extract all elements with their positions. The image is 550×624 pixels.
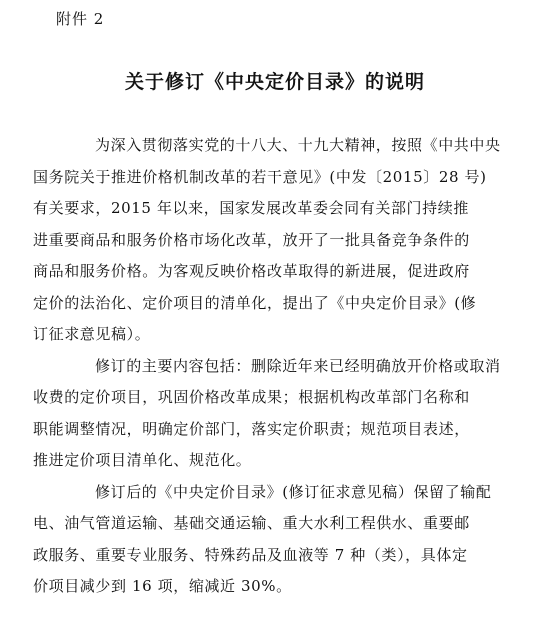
paragraph-2 (33, 351, 528, 477)
paragraph-line: 进重要商品和服务价格市场化改革，放开了一批具备竞争条件的 (33, 230, 470, 249)
paragraph-line: 有关要求，2015 年以来，国家发展改革委会同有关部门持续推 (33, 199, 469, 217)
document-body (33, 130, 528, 603)
paragraph-line: 收费的定价项目，巩固价格改革成果；根据机构改革部门名称和 (33, 388, 470, 406)
paragraph-line: 推进定价项目清单化、规范化。 (33, 451, 252, 469)
paragraph-3 (33, 477, 528, 603)
document-title: 关于修订《中央定价目录》的说明 (124, 71, 425, 93)
paragraph-1 (33, 130, 528, 351)
paragraph-line: 为深入贯彻落实党的十八大、十九大精神，按照《中共中央 (95, 136, 501, 154)
attachment-label: 附件 2 (56, 10, 105, 28)
paragraph-line: 国务院关于推进价格机制改革的若干意见》(中发〔2015〕28 号) (33, 167, 487, 186)
paragraph-line: 价项目减少到 16 项，缩减近 30%。 (33, 577, 292, 595)
paragraph-line: 修订的主要内容包括：删除近年来已经明确放开价格或取消 (95, 356, 501, 375)
paragraph-line: 职能调整情况，明确定价部门，落实定价职责；规范项目表述， (33, 419, 470, 438)
paragraph-line: 订征求意见稿）。 (33, 325, 151, 343)
paragraph-line: 电、油气管道运输、基础交通运输、重大水利工程供水、重要邮 (33, 514, 470, 532)
paragraph-line: 商品和服务价格。为客观反映价格改革取得的新进展，促进政府 (33, 262, 470, 280)
paragraph-line: 政服务、重要专业服务、特殊药品及血液等 7 种（类），具体定 (33, 545, 468, 564)
paragraph-line: 定价的法治化、定价项目的清单化，提出了《中央定价目录》(修 (33, 293, 477, 312)
paragraph-line: 修订后的《中央定价目录》(修订征求意见稿）保留了输配 (95, 482, 492, 501)
